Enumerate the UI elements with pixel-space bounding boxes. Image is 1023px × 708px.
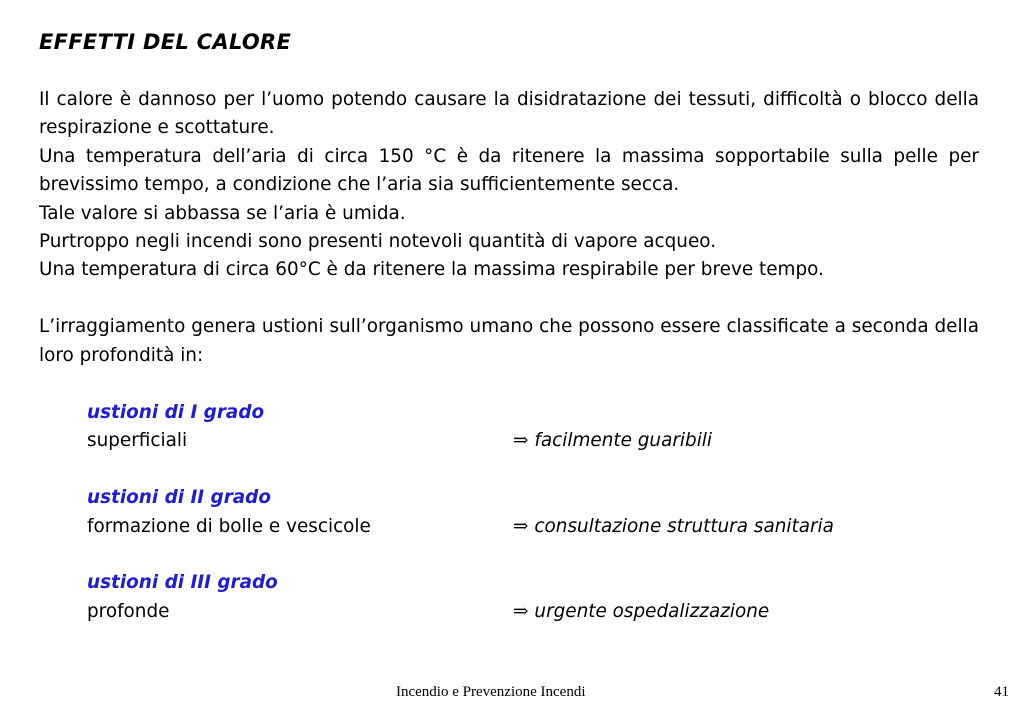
paragraph-gap [39, 285, 979, 313]
burn-outcome-label: facilmente guaribili [534, 430, 713, 452]
burn-grade-heading: ustioni di III grado [87, 572, 278, 594]
burn-row [87, 513, 987, 541]
slide-title: EFFETTI DEL CALORE [39, 30, 292, 54]
footer-title: Incendio e Prevenzione Incendi [396, 684, 586, 700]
implies-arrow-icon: ⇒ [513, 515, 529, 537]
burn-description: superficiali [87, 430, 188, 452]
paragraph-heat-damage: Il calore è dannoso per l’uomo potendo causare la disidratazione dei tessuti, difficoltà o blocco della respirazione e scottature. [39, 89, 979, 139]
burn-outcome-label: consultazione struttura sanitaria [534, 515, 834, 537]
burn-outcome-label: urgente ospedalizzazione [534, 600, 770, 622]
burn-group-second-degree [87, 484, 987, 541]
burn-description: formazione di bolle e vescicole [87, 515, 371, 537]
burn-outcome [513, 513, 834, 541]
page-number: 41 [994, 684, 1009, 700]
burn-outcome [513, 598, 769, 626]
burn-group-third-degree [87, 569, 987, 626]
burn-row [87, 598, 987, 626]
implies-arrow-icon: ⇒ [513, 430, 529, 452]
implies-arrow-icon: ⇒ [513, 600, 529, 622]
burn-row [87, 427, 987, 455]
burn-classification [87, 399, 987, 655]
paragraph-breathable-temperature: Una temperatura di circa 60°C è da ritenere la massima respirabile per breve tempo. [39, 259, 824, 281]
paragraph-humidity: Tale valore si abbassa se l’aria è umida. [39, 202, 406, 224]
paragraph-max-temperature: Una temperatura dell’aria di circa 150 °C è da ritenere la massima sopportabile sulla pelle per brevissimo tempo, a condizione che l’aria sia sufficientemente secca. [39, 145, 979, 196]
body-text [39, 86, 979, 370]
burn-grade-heading: ustioni di II grado [87, 487, 271, 509]
burn-grade-heading: ustioni di I grado [87, 402, 265, 423]
paragraph-radiation: L’irraggiamento genera ustioni sull’organismo umano che possono essere classificate a seconda della loro profondità in: [39, 316, 979, 366]
burn-group-first-degree [87, 399, 987, 456]
burn-outcome [513, 427, 712, 455]
paragraph-water-vapor: Purtroppo negli incendi sono presenti notevoli quantità di vapore acqueo. [39, 231, 717, 253]
burn-description: profonde [87, 600, 170, 622]
